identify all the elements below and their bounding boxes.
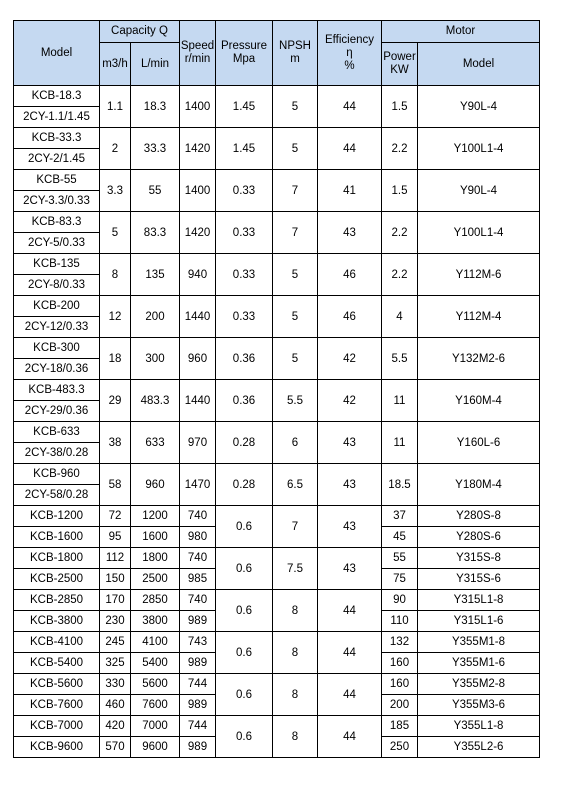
speed-cell: 740 [180,548,216,569]
model-cell: KCB-33.3 [14,128,100,149]
capacity-m3h-cell: 330 [100,674,131,695]
npsh-cell: 5 [273,338,318,380]
model-cell: 2CY-5/0.33 [14,233,100,254]
model-cell: KCB-9600 [14,737,100,758]
pressure-cell: 0.33 [216,296,273,338]
table-body [14,86,540,758]
header-pressure-unit: Mpa [232,53,256,65]
capacity-lmin-cell: 1800 [131,548,180,569]
efficiency-cell: 43 [318,548,382,590]
header-motor-power [382,43,418,86]
model-cell: KCB-1800 [14,548,100,569]
speed-cell: 989 [180,695,216,716]
motor-model-cell: Y100L1-4 [418,212,540,254]
model-cell: KCB-55 [14,170,100,191]
capacity-m3h-cell: 95 [100,527,131,548]
capacity-m3h-cell: 570 [100,737,131,758]
motor-model-cell: Y280S-6 [418,527,540,548]
model-cell: 2CY-1.1/1.45 [14,107,100,128]
header-motor-power-unit: KW [390,64,409,76]
speed-cell: 744 [180,716,216,737]
efficiency-cell: 44 [318,632,382,674]
npsh-cell: 8 [273,632,318,674]
speed-cell: 940 [180,254,216,296]
capacity-m3h-cell: 29 [100,380,131,422]
efficiency-cell: 43 [318,212,382,254]
table-row [14,716,540,737]
table-header [14,21,540,86]
model-cell: 2CY-29/0.36 [14,401,100,422]
motor-model-cell: Y112M-4 [418,296,540,338]
speed-cell: 989 [180,737,216,758]
motor-model-cell: Y315L1-6 [418,611,540,632]
npsh-cell: 7 [273,506,318,548]
capacity-lmin-cell: 633 [131,422,180,464]
capacity-lmin-cell: 33.3 [131,128,180,170]
table-row [14,506,540,527]
speed-cell: 960 [180,338,216,380]
speed-cell: 1420 [180,128,216,170]
motor-model-cell: Y315S-8 [418,548,540,569]
capacity-lmin-cell: 1600 [131,527,180,548]
capacity-m3h-cell: 12 [100,296,131,338]
efficiency-cell: 42 [318,338,382,380]
motor-model-cell: Y112M-6 [418,254,540,296]
speed-cell: 740 [180,590,216,611]
table-row [14,380,540,401]
table-row [14,338,540,359]
model-cell: 2CY-8/0.33 [14,275,100,296]
capacity-lmin-cell: 2850 [131,590,180,611]
motor-model-cell: Y355L1-8 [418,716,540,737]
motor-power-cell: 75 [382,569,418,590]
header-model: Model [14,21,100,86]
capacity-m3h-cell: 112 [100,548,131,569]
header-capacity: Capacity Q [100,21,180,43]
motor-power-cell: 250 [382,737,418,758]
table-row [14,422,540,443]
capacity-lmin-cell: 483.3 [131,380,180,422]
efficiency-cell: 43 [318,506,382,548]
motor-model-cell: Y160L-6 [418,422,540,464]
capacity-lmin-cell: 7600 [131,695,180,716]
motor-power-cell: 200 [382,695,418,716]
table-row [14,86,540,107]
capacity-m3h-cell: 58 [100,464,131,506]
efficiency-cell: 42 [318,380,382,422]
npsh-cell: 8 [273,716,318,758]
pressure-cell: 0.28 [216,464,273,506]
capacity-m3h-cell: 230 [100,611,131,632]
motor-power-cell: 4 [382,296,418,338]
motor-power-cell: 160 [382,674,418,695]
pressure-cell: 0.6 [216,548,273,590]
capacity-m3h-cell: 150 [100,569,131,590]
header-motor-model: Model [418,43,540,86]
speed-cell: 985 [180,569,216,590]
model-cell: KCB-7000 [14,716,100,737]
motor-power-cell: 45 [382,527,418,548]
motor-model-cell: Y355M1-8 [418,632,540,653]
motor-power-cell: 11 [382,380,418,422]
capacity-lmin-cell: 135 [131,254,180,296]
header-efficiency-unit: % [344,59,355,72]
capacity-m3h-cell: 1.1 [100,86,131,128]
pressure-cell: 0.6 [216,590,273,632]
header-efficiency-symbol: η [346,46,353,59]
pressure-cell: 0.6 [216,632,273,674]
capacity-lmin-cell: 9600 [131,737,180,758]
motor-model-cell: Y355M2-8 [418,674,540,695]
table-row [14,548,540,569]
pressure-cell: 0.33 [216,254,273,296]
motor-power-cell: 37 [382,506,418,527]
motor-model-cell: Y355L2-6 [418,737,540,758]
motor-model-cell: Y180M-4 [418,464,540,506]
npsh-cell: 8 [273,590,318,632]
capacity-lmin-cell: 7000 [131,716,180,737]
model-cell: KCB-2850 [14,590,100,611]
table-row [14,632,540,653]
motor-model-cell: Y355M3-6 [418,695,540,716]
table-row [14,128,540,149]
npsh-cell: 8 [273,674,318,716]
header-pressure-label: Pressure [220,40,268,52]
speed-cell: 1400 [180,86,216,128]
capacity-lmin-cell: 5400 [131,653,180,674]
capacity-lmin-cell: 960 [131,464,180,506]
model-cell: KCB-18.3 [14,86,100,107]
efficiency-cell: 46 [318,296,382,338]
npsh-cell: 7 [273,212,318,254]
table-row [14,212,540,233]
pressure-cell: 0.33 [216,170,273,212]
model-cell: KCB-633 [14,422,100,443]
efficiency-cell: 44 [318,674,382,716]
capacity-lmin-cell: 83.3 [131,212,180,254]
motor-model-cell: Y90L-4 [418,86,540,128]
model-cell: KCB-5400 [14,653,100,674]
capacity-lmin-cell: 5600 [131,674,180,695]
speed-cell: 980 [180,527,216,548]
model-cell: KCB-135 [14,254,100,275]
efficiency-cell: 43 [318,464,382,506]
motor-power-cell: 55 [382,548,418,569]
header-efficiency [318,21,382,86]
capacity-m3h-cell: 170 [100,590,131,611]
pump-spec-table [13,20,540,758]
capacity-m3h-cell: 5 [100,212,131,254]
capacity-lmin-cell: 4100 [131,632,180,653]
model-cell: 2CY-58/0.28 [14,485,100,506]
efficiency-cell: 44 [318,86,382,128]
motor-power-cell: 5.5 [382,338,418,380]
speed-cell: 1440 [180,296,216,338]
model-cell: KCB-5600 [14,674,100,695]
motor-model-cell: Y160M-4 [418,380,540,422]
capacity-m3h-cell: 38 [100,422,131,464]
npsh-cell: 7 [273,170,318,212]
npsh-cell: 7.5 [273,548,318,590]
model-cell: KCB-1600 [14,527,100,548]
npsh-cell: 5 [273,296,318,338]
capacity-m3h-cell: 325 [100,653,131,674]
capacity-lmin-cell: 3800 [131,611,180,632]
efficiency-cell: 43 [318,422,382,464]
pressure-cell: 0.6 [216,674,273,716]
capacity-m3h-cell: 72 [100,506,131,527]
header-speed-unit: r/min [184,53,211,65]
header-motor-power-label: Power [383,51,416,63]
motor-power-cell: 2.2 [382,254,418,296]
npsh-cell: 6.5 [273,464,318,506]
capacity-m3h-cell: 3.3 [100,170,131,212]
header-motor: Motor [382,21,540,43]
motor-model-cell: Y315L1-8 [418,590,540,611]
pressure-cell: 0.36 [216,338,273,380]
speed-cell: 989 [180,611,216,632]
model-cell: 2CY-2/1.45 [14,149,100,170]
model-cell: KCB-4100 [14,632,100,653]
capacity-m3h-cell: 8 [100,254,131,296]
model-cell: KCB-2500 [14,569,100,590]
model-cell: 2CY-18/0.36 [14,359,100,380]
capacity-m3h-cell: 420 [100,716,131,737]
motor-power-cell: 18.5 [382,464,418,506]
motor-model-cell: Y315S-6 [418,569,540,590]
model-cell: 2CY-12/0.33 [14,317,100,338]
capacity-m3h-cell: 18 [100,338,131,380]
capacity-m3h-cell: 245 [100,632,131,653]
motor-power-cell: 1.5 [382,86,418,128]
speed-cell: 1420 [180,212,216,254]
speed-cell: 744 [180,674,216,695]
motor-model-cell: Y90L-4 [418,170,540,212]
npsh-cell: 5 [273,128,318,170]
motor-model-cell: Y132M2-6 [418,338,540,380]
motor-power-cell: 90 [382,590,418,611]
table-row [14,296,540,317]
motor-power-cell: 132 [382,632,418,653]
model-cell: KCB-3800 [14,611,100,632]
efficiency-cell: 41 [318,170,382,212]
motor-power-cell: 2.2 [382,212,418,254]
efficiency-cell: 44 [318,128,382,170]
pressure-cell: 0.33 [216,212,273,254]
model-cell: KCB-300 [14,338,100,359]
model-cell: KCB-483.3 [14,380,100,401]
model-cell: KCB-7600 [14,695,100,716]
capacity-lmin-cell: 18.3 [131,86,180,128]
capacity-lmin-cell: 2500 [131,569,180,590]
model-cell: KCB-83.3 [14,212,100,233]
capacity-lmin-cell: 300 [131,338,180,380]
capacity-lmin-cell: 55 [131,170,180,212]
pressure-cell: 1.45 [216,86,273,128]
header-npsh [273,21,318,86]
speed-cell: 740 [180,506,216,527]
header-speed [180,21,216,86]
npsh-cell: 5 [273,86,318,128]
speed-cell: 1470 [180,464,216,506]
motor-power-cell: 2.2 [382,128,418,170]
motor-model-cell: Y100L1-4 [418,128,540,170]
pressure-cell: 0.36 [216,380,273,422]
header-speed-label: Speed [180,40,215,52]
speed-cell: 970 [180,422,216,464]
model-cell: KCB-200 [14,296,100,317]
pressure-cell: 0.28 [216,422,273,464]
efficiency-cell: 44 [318,590,382,632]
npsh-cell: 6 [273,422,318,464]
pressure-cell: 0.6 [216,506,273,548]
header-npsh-label: NPSH [279,40,311,52]
model-cell: KCB-1200 [14,506,100,527]
model-cell: 2CY-38/0.28 [14,443,100,464]
table-row [14,254,540,275]
npsh-cell: 5.5 [273,380,318,422]
table-row [14,590,540,611]
motor-power-cell: 185 [382,716,418,737]
motor-model-cell: Y280S-8 [418,506,540,527]
capacity-m3h-cell: 2 [100,128,131,170]
header-efficiency-label: Efficiency [324,33,374,46]
model-cell: 2CY-3.3/0.33 [14,191,100,212]
header-npsh-unit: m [290,53,300,65]
motor-model-cell: Y355M1-6 [418,653,540,674]
speed-cell: 1440 [180,380,216,422]
capacity-m3h-cell: 460 [100,695,131,716]
speed-cell: 989 [180,653,216,674]
table-row [14,170,540,191]
speed-cell: 1400 [180,170,216,212]
capacity-lmin-cell: 200 [131,296,180,338]
table-row [14,464,540,485]
motor-power-cell: 110 [382,611,418,632]
motor-power-cell: 160 [382,653,418,674]
header-capacity-lmin: L/min [131,43,180,86]
efficiency-cell: 46 [318,254,382,296]
npsh-cell: 5 [273,254,318,296]
pressure-cell: 1.45 [216,128,273,170]
model-cell: KCB-960 [14,464,100,485]
motor-power-cell: 1.5 [382,170,418,212]
header-capacity-m3h: m3/h [100,43,131,86]
pressure-cell: 0.6 [216,716,273,758]
header-pressure [216,21,273,86]
speed-cell: 743 [180,632,216,653]
capacity-lmin-cell: 1200 [131,506,180,527]
motor-power-cell: 11 [382,422,418,464]
efficiency-cell: 44 [318,716,382,758]
table-row [14,674,540,695]
